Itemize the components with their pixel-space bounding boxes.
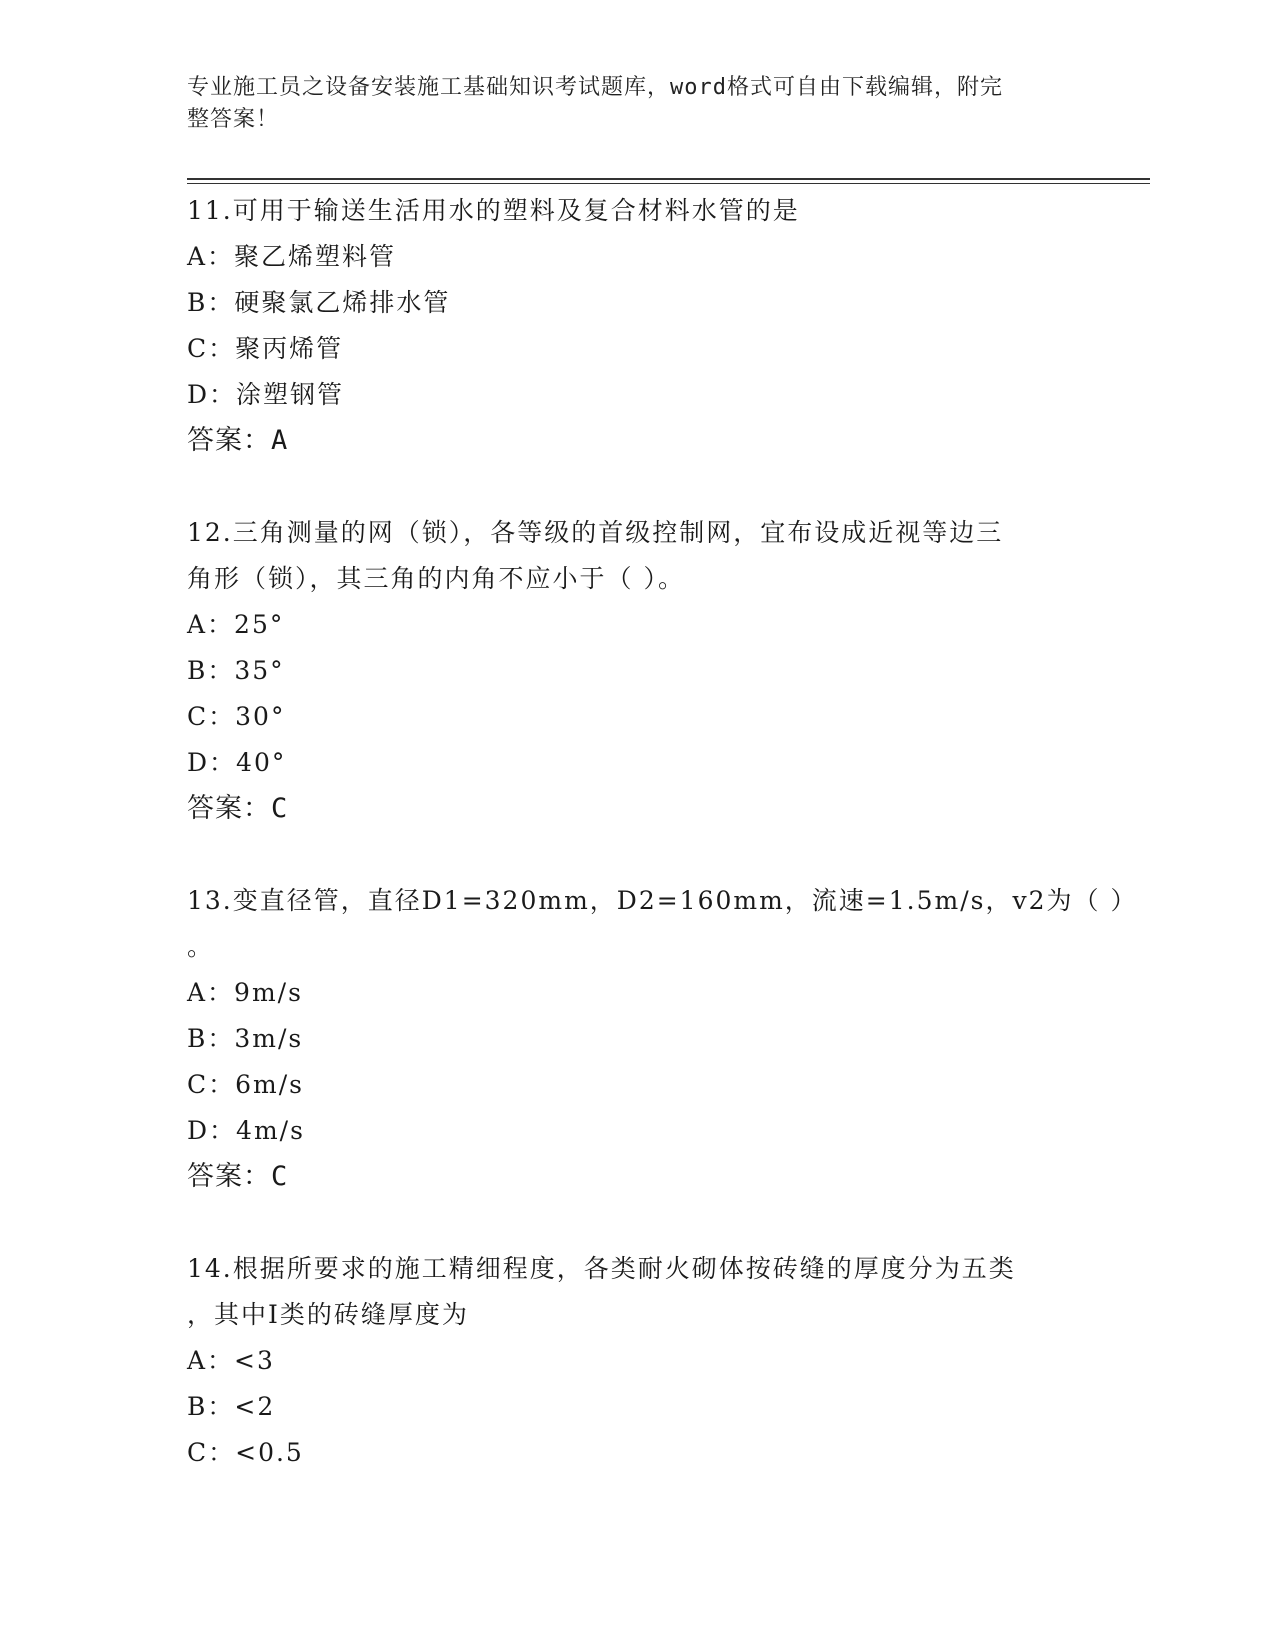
option-c: C：聚丙烯管: [187, 334, 344, 363]
option-a: A：聚乙烯塑料管: [187, 242, 397, 271]
option-b: B：硬聚氯乙烯排水管: [187, 288, 451, 317]
question-item: [187, 1246, 1087, 1476]
question-text: 12.三角测量的网（锁），各等级的首级控制网，宜布设成近视等边三: [187, 518, 1004, 547]
question-text-continued: 。: [187, 932, 215, 961]
option-b: B：<2: [187, 1392, 276, 1421]
question-text: 11.可用于输送生活用水的塑料及复合材料水管的是: [187, 196, 800, 225]
question-text: 14.根据所要求的施工精细程度，各类耐火砌体按砖缝的厚度分为五类: [187, 1254, 1016, 1283]
question-item: [187, 510, 1087, 832]
option-b: B：35°: [187, 656, 285, 685]
question-spacer: [187, 1200, 1087, 1246]
option-a: A：25°: [187, 610, 285, 639]
question-text-continued: ，其中Ⅰ类的砖缝厚度为: [187, 1300, 469, 1329]
answer-text: 答案：A: [187, 425, 289, 456]
option-c: C：<0.5: [187, 1438, 304, 1467]
question-item: [187, 188, 1087, 464]
header-line-2: 整答案！: [187, 107, 280, 132]
option-b: B：3m/s: [187, 1024, 304, 1053]
option-d: D：涂塑钢管: [187, 380, 345, 409]
question-text-continued: 角形（锁），其三角的内角不应小于（ ）。: [187, 564, 685, 593]
question-list: [187, 188, 1138, 1476]
header-divider-bottom: [187, 183, 1150, 184]
question-spacer: [187, 832, 1087, 878]
answer-text: 答案：C: [187, 1161, 289, 1192]
question-spacer: [187, 464, 1087, 510]
option-c: C：30°: [187, 702, 286, 731]
option-d: D：40°: [187, 748, 287, 777]
answer-text: 答案：C: [187, 793, 289, 824]
header-divider-top: [187, 178, 1150, 180]
question-item: [187, 878, 1138, 1200]
option-a: A：<3: [187, 1346, 275, 1375]
document-header: [187, 72, 1067, 136]
question-text: 13.变直径管，直径D1=320mm，D2=160mm，流速=1.5m/s，v2为（ ）: [187, 886, 1138, 915]
option-a: A：9m/s: [187, 978, 303, 1007]
option-c: C：6m/s: [187, 1070, 304, 1099]
header-line-1: 专业施工员之设备安装施工基础知识考试题库，word格式可自由下载编辑，附完: [187, 75, 1003, 100]
option-d: D：4m/s: [187, 1116, 305, 1145]
